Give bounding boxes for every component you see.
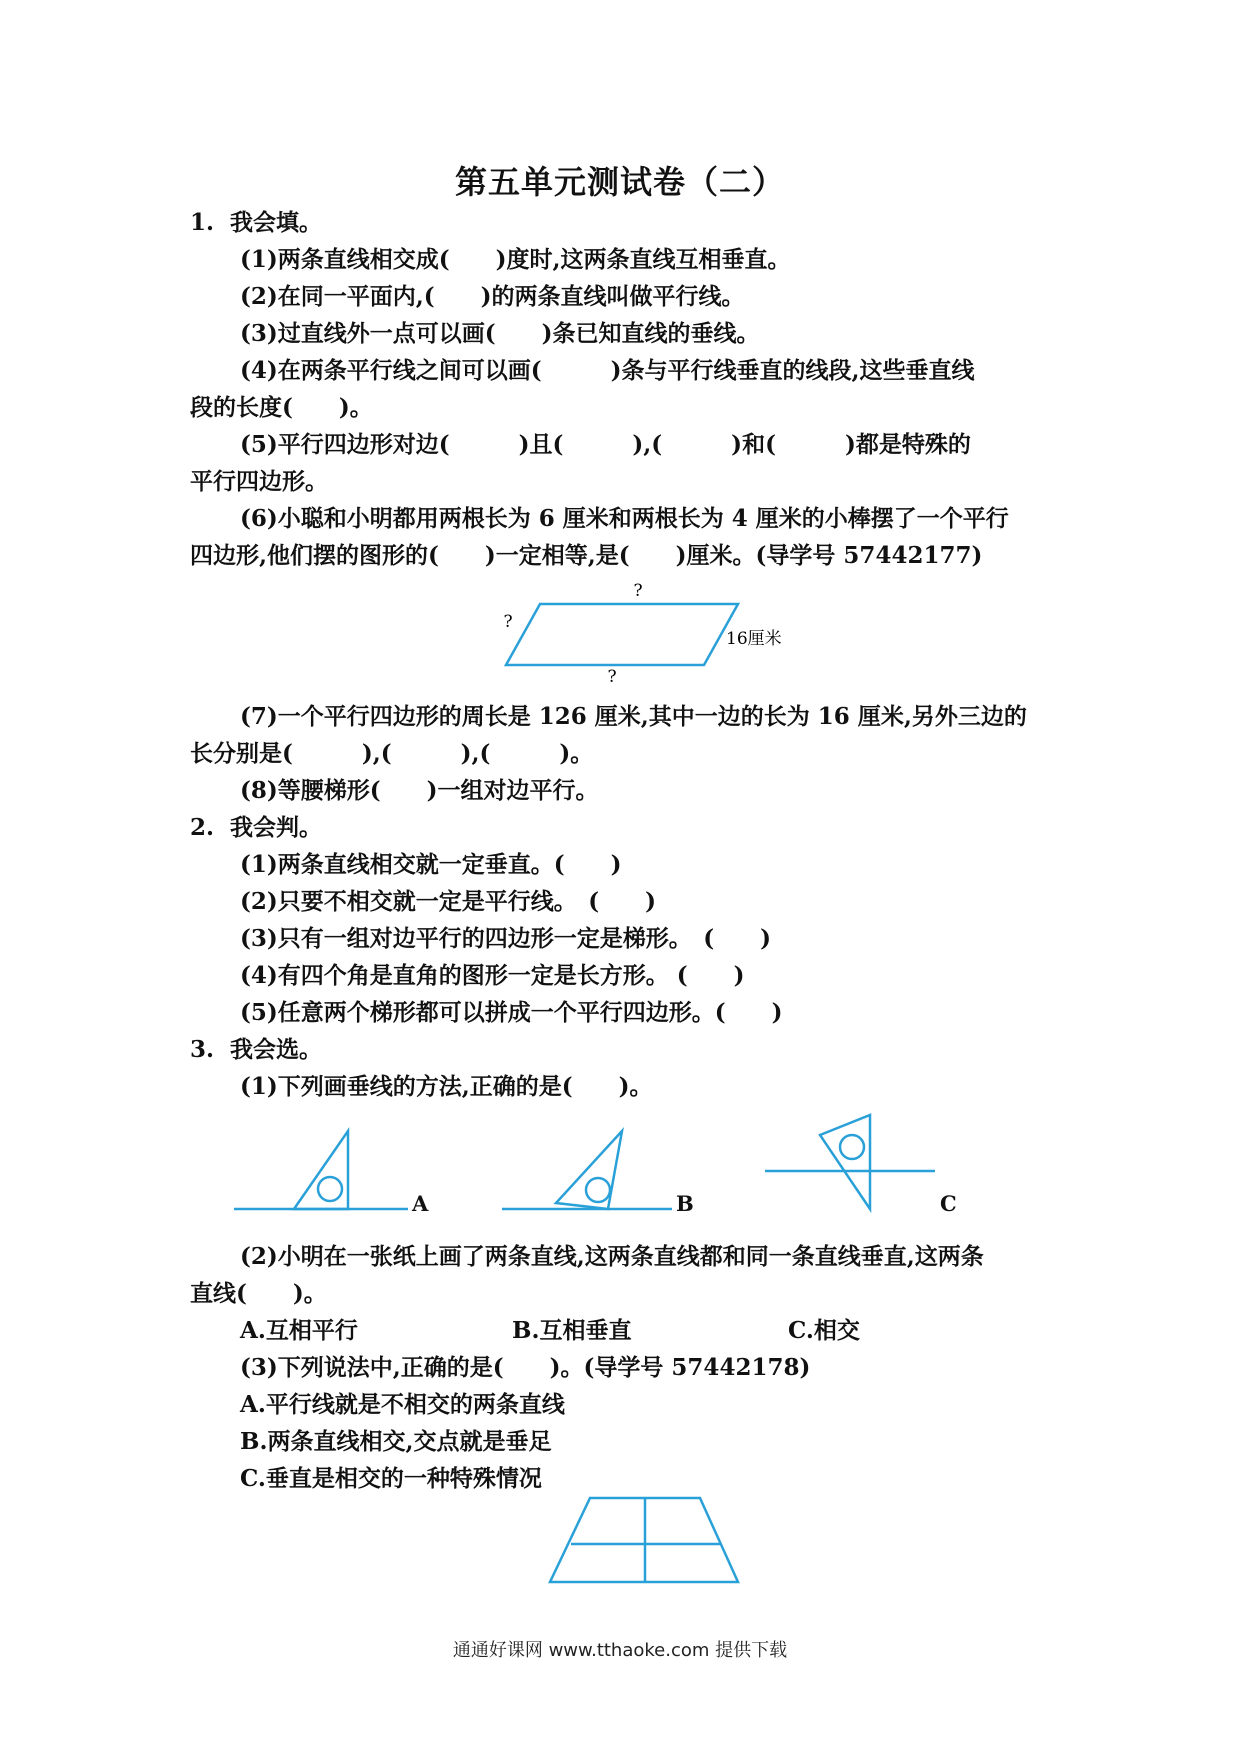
set-square-c [820, 1115, 870, 1209]
footer-credit: 通通好课网 www.tthaoke.com 提供下载 [452, 1640, 788, 1661]
question-3-2-line2: 直线( )。 [190, 1280, 327, 1307]
question-3-2-option-b: B.互相垂直 [512, 1317, 632, 1344]
question-3-2-option-c: C.相交 [788, 1317, 860, 1344]
option-a-label: A [412, 1191, 429, 1216]
question-1-3: (3)过直线外一点可以画( )条已知直线的垂线。 [240, 320, 760, 347]
question-3-3-option-c: C.垂直是相交的一种特殊情况 [240, 1465, 542, 1492]
question-1-5-line1: (5)平行四边形对边( )且( ),( )和( )都是特殊的 [240, 431, 971, 458]
figure-top-label: ? [633, 581, 643, 601]
question-1-8: (8)等腰梯形( )一组对边平行。 [240, 777, 599, 804]
option-b-label: B [676, 1191, 694, 1216]
question-2-4: (4)有四个角是直角的图形一定是长方形。 ( ) [240, 962, 745, 989]
question-3-2-option-a: A.互相平行 [240, 1317, 358, 1344]
question-1-6-line2: 四边形,他们摆的图形的( )一定相等,是( )厘米。(导学号 57442177) [190, 542, 983, 569]
option-b-figure [502, 1131, 694, 1216]
figure-bottom-label: ? [607, 667, 617, 685]
option-c-label: C [940, 1191, 957, 1216]
figure-left-label: ? [503, 612, 513, 632]
question-3-3-option-b: B.两条直线相交,交点就是垂足 [240, 1428, 552, 1455]
set-square-options-figure [230, 1105, 990, 1220]
question-1-1: (1)两条直线相交成( )度时,这两条直线互相垂直。 [240, 246, 791, 273]
section-2-heading: 2. 我会判。 [190, 814, 323, 841]
parallelogram-shape [506, 604, 738, 665]
question-1-4-line1: (4)在两条平行线之间可以画( )条与平行线垂直的线段,这些垂直线 [240, 357, 975, 384]
option-a-figure [234, 1131, 429, 1216]
question-1-7-line2: 长分别是( ),( ),( )。 [190, 740, 594, 767]
question-3-3: (3)下列说法中,正确的是( )。(导学号 57442178) [240, 1354, 811, 1381]
section-1-heading: 1. 我会填。 [190, 209, 323, 236]
question-2-5: (5)任意两个梯形都可以拼成一个平行四边形。( ) [240, 999, 783, 1026]
question-3-3-option-a: A.平行线就是不相交的两条直线 [240, 1391, 565, 1418]
section-3-heading: 3. 我会选。 [190, 1036, 323, 1063]
question-3-2-line1: (2)小明在一张纸上画了两条直线,这两条直线都和同一条直线垂直,这两条 [240, 1243, 984, 1270]
question-1-5-line2: 平行四边形。 [190, 468, 328, 495]
parallelogram-figure [490, 575, 810, 685]
question-1-4-line2: 段的长度( )。 [190, 394, 373, 421]
trapezoid-figure [540, 1490, 760, 1590]
question-1-7-line1: (7)一个平行四边形的周长是 126 厘米,其中一边的长为 16 厘米,另外三边的 [240, 703, 1027, 730]
question-1-6-line1: (6)小聪和小明都用两根长为 6 厘米和两根长为 4 厘米的小棒摆了一个平行 [240, 505, 1009, 532]
page-title: 第五单元测试卷（二） [454, 163, 785, 201]
question-3-1: (1)下列画垂线的方法,正确的是( )。 [240, 1073, 653, 1100]
question-2-1: (1)两条直线相交就一定垂直。( ) [240, 851, 622, 878]
question-1-2: (2)在同一平面内,( )的两条直线叫做平行线。 [240, 283, 745, 310]
question-2-2: (2)只要不相交就一定是平行线。 ( ) [240, 888, 657, 915]
question-2-3: (3)只有一组对边平行的四边形一定是梯形。 ( ) [240, 925, 772, 952]
option-c-figure [765, 1115, 957, 1216]
figure-right-label: 16厘米 [726, 629, 782, 649]
